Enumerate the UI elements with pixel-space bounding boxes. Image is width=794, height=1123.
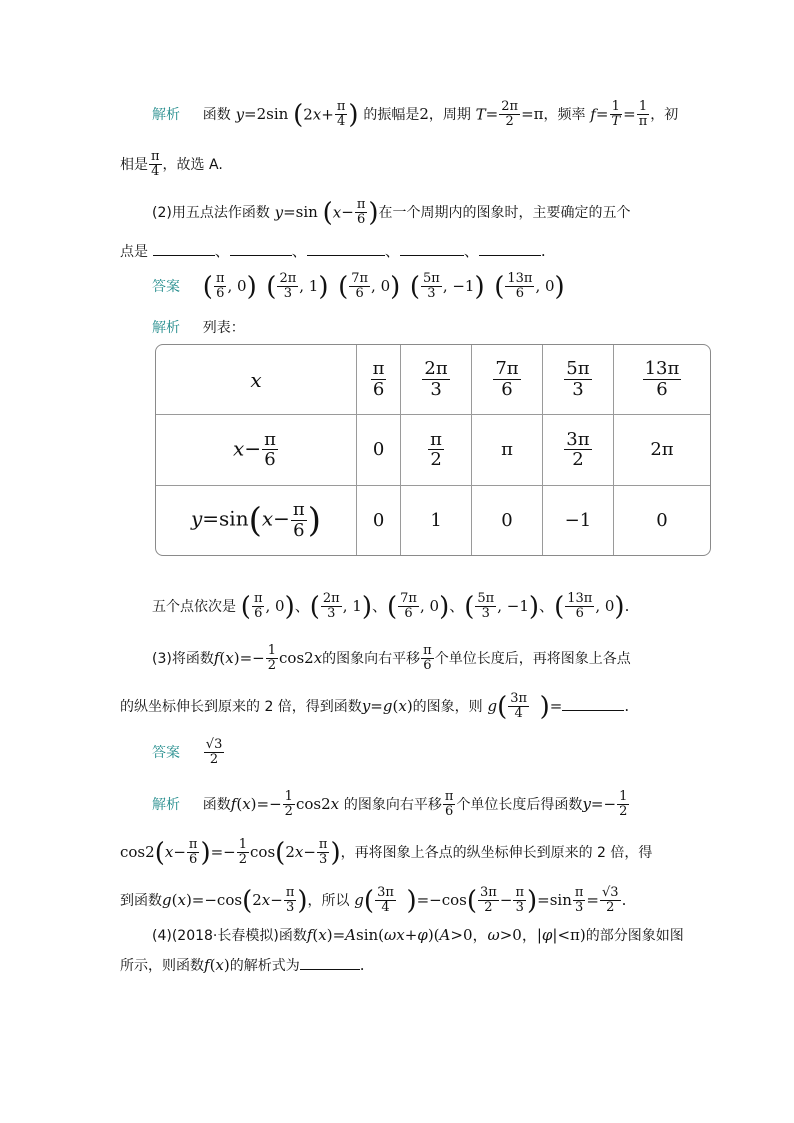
question-text: 点是 bbox=[120, 244, 148, 260]
text: 相是 bbox=[120, 156, 148, 173]
row-header-x: x bbox=[156, 345, 357, 415]
table-cell: 0 bbox=[357, 415, 401, 486]
question-text: 的图象向右平移 bbox=[322, 650, 421, 667]
question-text: (2)用五点法作函数 bbox=[152, 204, 270, 221]
table-cell: $\frac{\pi}{2}$ bbox=[401, 415, 472, 486]
text: 的图象向右平移 bbox=[343, 796, 442, 813]
table-cell: 0 bbox=[472, 485, 543, 555]
text: ，初 bbox=[650, 106, 679, 123]
answer-label: 答案 bbox=[152, 278, 180, 295]
analysis-line-3b: cos2(x− $\frac{\pi}{6}$ )=− $\frac{1}{2}$ cos(2x− $\frac{\pi}{3}$ )，再将图象上各点的纵坐标伸长到原来的 2 倍，得 bbox=[120, 837, 653, 868]
table-cell: $\frac{7\pi}{6}$ bbox=[472, 345, 543, 415]
table-cell: $\frac{\pi}{6}$ bbox=[357, 345, 401, 415]
question-3-line-1: (3)将函数f(x)=− $\frac{1}{2}$ cos2x的图象向右平移 $\frac{\pi}{6}$ 个单位长度后，再将图象上各点 bbox=[152, 643, 631, 674]
table-row bbox=[156, 415, 710, 486]
question-text: 所示，则函数 bbox=[120, 958, 204, 974]
table-cell: −1 bbox=[542, 485, 613, 555]
text: 到函数 bbox=[120, 892, 162, 909]
analysis-line-1: 解析 函数 y=2sin (2x+ $\frac{\pi}{4}$ ) 的振幅是2，周期 T= $\frac{2\pi}{2}$ =π，频率 f= $\frac{1}{T}$ = $\frac{1}{\pi}$ ，初 bbox=[152, 99, 679, 130]
analysis-label: 解析 bbox=[152, 320, 180, 336]
analysis-line-3c: 到函数g(x)=−cos(2x− $\frac{\pi}{3}$ )，所以 g( $\frac{3\pi}{4}$ )=−cos( $\frac{3\pi}{2}$ − $\frac{\pi}{3}$ )=sin $\frac{\pi}{3}$ = $\frac{√3}{2}$ . bbox=[120, 885, 627, 916]
text: ，周期 bbox=[428, 106, 471, 123]
table-row bbox=[156, 485, 710, 555]
row-header-y: y=sin(x− $\frac{\pi}{6}$ ) bbox=[156, 485, 357, 555]
question-3-line-2: 的纵坐标伸长到原来的 2 倍，得到函数y=g(x)的图象，则 g( $\frac{3\pi}{4}$ )= . bbox=[120, 691, 630, 722]
table-cell: π bbox=[472, 415, 543, 486]
text: ，再将图象上各点的纵坐标伸长到原来的 2 倍，得 bbox=[340, 844, 653, 861]
text: ，故选 A. bbox=[162, 156, 223, 173]
row-header-phase: x− $\frac{\pi}{6}$ bbox=[156, 415, 357, 486]
answer-line-3 bbox=[152, 738, 225, 768]
table-cell: $\frac{5\pi}{3}$ bbox=[542, 345, 613, 415]
table-cell: 0 bbox=[613, 485, 710, 555]
text: 函数 bbox=[202, 106, 231, 123]
analysis-label: 解析 bbox=[152, 106, 180, 123]
question-2-line-2: 点是 、 、 、 、 . bbox=[120, 242, 546, 260]
question-4-line-1: (4)(2018·长春模拟)函数f(x)=Asin(ωx+φ)(A>0，ω>0，|φ|<π)的部分图象如图 bbox=[152, 926, 684, 944]
text: 列表： bbox=[202, 320, 245, 336]
analysis-line-2 bbox=[152, 320, 245, 335]
table-cell: $\frac{3\pi}{2}$ bbox=[542, 415, 613, 486]
answer-value: $\frac{√3}{2}$ bbox=[205, 737, 223, 768]
five-points-line: 五个点依次是 ( $\frac{\pi}{6}$ , 0)、( $\frac{2\pi}{3}$ , 1)、( $\frac{7\pi}{6}$ , 0)、( $\frac{5\pi}{3}$ , −1)、( $\frac{13\pi}{6}$ , 0). bbox=[152, 591, 630, 622]
table-cell: 2π bbox=[613, 415, 710, 486]
table-cell: $\frac{13\pi}{6}$ bbox=[613, 345, 710, 415]
text: 个单位长度后得函数 bbox=[456, 796, 583, 813]
question-text: 的纵坐标伸长到原来的 2 倍，得到函数 bbox=[120, 698, 362, 715]
answer-line-2: 答案 ( $\frac{\pi}{6}$ , 0) ( $\frac{2\pi}{3}$ , 1) ( $\frac{7\pi}{6}$ , 0) ( $\frac{5\pi}{3}$ , −1) ( $\frac{13\pi}{6}$ , 0) bbox=[152, 271, 565, 302]
table-cell: 1 bbox=[401, 485, 472, 555]
question-4-line-2: 所示，则函数f(x)的解析式为 . bbox=[120, 956, 365, 974]
value-table bbox=[155, 344, 711, 556]
table-cell: 0 bbox=[357, 485, 401, 555]
table-row bbox=[156, 345, 710, 415]
question-2-line-1: (2)用五点法作函数 y=sin (x− $\frac{\pi}{6}$ )在一个周期内的图象时，主要确定的五个 bbox=[152, 197, 631, 228]
analysis-line-3a: 解析 函数f(x)=− $\frac{1}{2}$ cos2x 的图象向右平移 $\frac{\pi}{6}$ 个单位长度后得函数y=− $\frac{1}{2}$ bbox=[152, 789, 628, 820]
question-text: (3)将函数 bbox=[152, 650, 214, 667]
analysis-line-1b: 相是 $\frac{\pi}{4}$ ，故选 A. bbox=[120, 149, 223, 180]
table-cell: $\frac{2\pi}{3}$ bbox=[401, 345, 472, 415]
amplitude-value: 2 bbox=[419, 104, 429, 123]
text: ，频率 bbox=[543, 106, 586, 123]
question-text: 的图象，则 bbox=[412, 698, 483, 715]
answer-label: 答案 bbox=[152, 744, 180, 761]
question-text: 在一个周期内的图象时，主要确定的五个 bbox=[378, 204, 631, 221]
analysis-label: 解析 bbox=[152, 796, 180, 813]
question-text: 的解析式为 bbox=[229, 958, 300, 974]
question-text: 个单位长度后，再将图象上各点 bbox=[434, 650, 631, 667]
question-text: (4)(2018·长春模拟)函数 bbox=[152, 928, 307, 944]
text: 的振幅是 bbox=[363, 106, 420, 123]
text: ，所以 bbox=[307, 892, 350, 909]
text: 五个点依次是 bbox=[152, 598, 236, 615]
question-text: 的部分图象如图 bbox=[585, 928, 684, 944]
text: 函数 bbox=[202, 796, 231, 813]
